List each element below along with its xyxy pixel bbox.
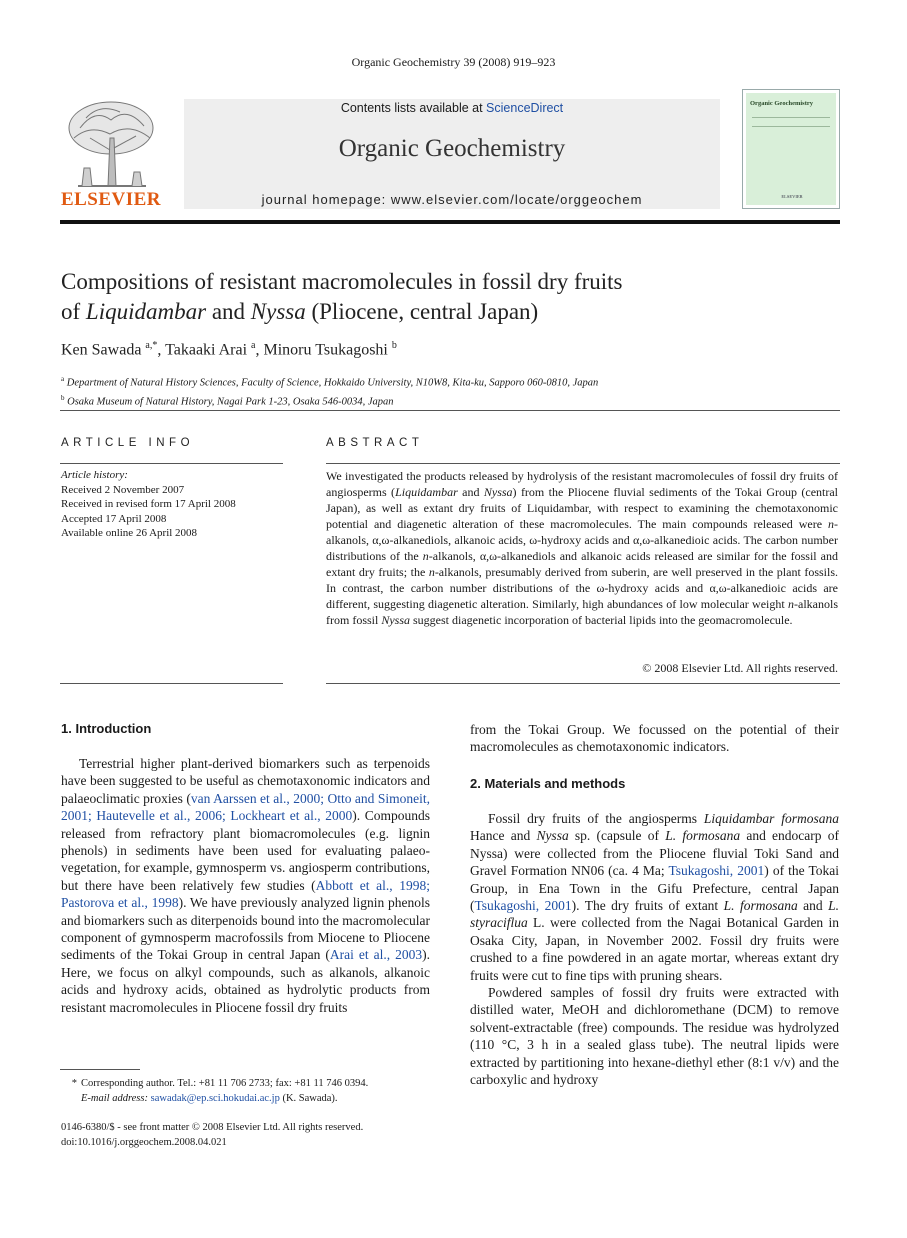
author-name[interactable]: Ken Sawada [61,341,142,359]
cover-divider [752,117,830,127]
affiliation-b [61,391,841,410]
corresponding-author-footnote [61,1077,430,1106]
journal-cover-thumbnail[interactable] [742,89,840,209]
history-online: Available online 26 April 2008 [61,527,198,539]
abstract-rule [326,463,840,464]
footnote-email-line [61,1092,430,1107]
issn-line: 0146-6380/$ - see front matter © 2008 Elsevier Ltd. All rights reserved. [61,1122,364,1133]
affiliation-text: Osaka Museum of Natural History, Nagai Park 1-23, Osaka 546-0034, Japan [67,396,394,407]
cover-background [746,93,836,205]
article-info-heading: ARTICLE INFO [61,437,195,449]
title-rest: (Pliocene, central Japan) [305,299,539,324]
citation-link[interactable]: Tsukagoshi, 2001 [474,898,572,914]
email-suffix: (K. Sawada). [279,1092,338,1104]
footnote-star: * [71,1078,77,1089]
affiliation-sup: b [61,393,65,402]
elsevier-logo[interactable] [60,98,162,211]
cover-publisher: ELSEVIER [781,194,803,199]
abstract-rule-bottom [326,683,840,684]
author-sup[interactable]: b [391,340,397,351]
abstract-body: We investigated the products released by hydrolysis of the resistant macromolecules of fossil dry fruits of angiosperms (Liquidambar and Nyssa) from the Pliocene fluvial sediments of the Tokai Group (central Japan), as well as extant dry fruits of Liquidambar, with respect to examining the chemotaxonomic potential and diagenetic alteration of these macromolecules. The main compounds released were n-alkanols, α,ω-alkanediols, alkanoic acids, ω-hydroxy acids and α,ω-alkanedioic acids. The carbon number distributions of the n-alkanols, α,ω-alkanediols and alkanoic acids released are similar for the fossil and extant dry fruits; the n-alkanols, presumably derived from suberin, are well preserved in the plant fossils. In contrast, the carbon number distributions of the ω-hydroxy acids and α,ω-alkanedioic acids are different, suggesting diagenetic alteration. Similarly, high abundances of low molecular weight n-alkanols from fossil Nyssa suggest diagenetic incorporation of bacterial lipids into the geomacromolecule. [326,469,839,627]
abstract-copyright: © 2008 Elsevier Ltd. All rights reserved. [642,661,838,675]
section-heading-introduction: 1. Introduction [61,721,152,736]
title-genus-nyssa: Nyssa [250,299,306,324]
journal-reference: Organic Geochemistry 39 (2008) 919–923 [351,55,556,69]
title-of: of [61,299,86,324]
contents-prefix: Contents lists available at [340,101,487,115]
title-line-1: Compositions of resistant macromolecules in fossil dry fruits [61,269,623,294]
footnote-rule [60,1069,140,1070]
header-rule [60,220,840,224]
section-heading-methods: 2. Materials and methods [470,776,626,791]
citation-link[interactable]: van Aarssen et al., 2000; Otto and Simoneit, 2001; Hautevelle et al., 2006; Lockheart et al., 2000 [61,790,430,824]
email-link[interactable]: sawadak@ep.sci.hokudai.ac.jp [150,1092,280,1104]
methods-text: Fossil dry fruits of the angiosperms Liquidambar formosana Hance and Nyssa sp. (capsule of L. formosana and endocarp of Nyssa) were collected from the Pliocene fluvial Toki Sand and Gravel Formation NN06 (ca. 4 Ma; Tsukagoshi, 2001) of the Tokai Group, in Ena Town in the Gifu Prefecture, central Japan (Tsukagoshi, 2001). The dry fruits of extant L. formosana and L. styraciflua L. were collected from the Nagai Botanical Garden in Osaka City, Japan, in November 2002. Fossil dry fruits were crushed to a fine powdered in an agate mortar, whereas extant dry fruits were cut to fine tips with pruning shears. Powdered samples of fossil dry fruits were extracted with distilled water, MeOH and dichloromethane (DCM) to remove solvent-extractable (free) compounds. The residue was hydrolyzed (110 °C, 3 h in a sealed glass tube). The neutral lipids were extracted by partitioning into hexane-diethyl ether (8:1 v/v) and the carboxylic and hydroxy [470,811,840,1088]
author-sup[interactable]: a,* [145,340,158,351]
info-rule [60,463,283,464]
article-history [61,468,283,541]
doi-line[interactable]: doi:10.1016/j.orggeochem.2008.04.021 [61,1136,227,1148]
introduction-text: Terrestrial higher plant-derived biomarkers such as terpenoids have been suggested to be useful as chemotaxonomic indicators and palaeoclimatic proxies (van Aarssen et al., 2000; Otto and Simoneit, 2001; Hautevelle et al., 2006; Lockheart et al., 2000). Compounds released from refractory plant biomacromolecules (e.g. lignin phenols) in sediments have been used for evaluating palaeo-vegetation, for example, gymnosperm vs. angiosperm contributions, but there have been relatively few studies (Abbott et al., 1998; Pastorova et al., 1998). We have previously analyzed lignin phenols and biomarkers such as diterpenoids bound into the macromolecular component of gymnosperm macrofossils from Miocene to Pliocene sediments of the Tokai Group in central Japan (Arai et al., 2003). Here, we focus on alkyl compounds, such as alkanols, alkanoic acids and hydroxy acids, obtained as hydrolytic products from resistant macromolecules in Pliocene fossil dry fruits [61,756,430,1015]
author-list: Ken Sawada $^{a,*}$, Takaaki Arai $^a$, Minoru Tsukagoshi $^b$ [61,340,397,359]
author-sup[interactable]: a [251,340,256,351]
affiliation-text: Department of Natural History Sciences, Faculty of Science, Hokkaido University, N10W8, Kita-ku, Sapporo 060-0810, Japan [66,377,599,389]
title-and: and [206,299,251,324]
article-title [61,267,821,327]
homepage-link[interactable]: www.elsevier.com/locate/orggeochem [390,192,643,207]
history-accepted: Accepted 17 April 2008 [61,512,167,525]
citation-link[interactable]: Abbott et al., 1998; Pastorova et al., 1998 [61,877,430,911]
citation-link[interactable]: Arai et al., 2003 [329,947,423,963]
history-label: Article history: [61,469,128,481]
title-genus-liquidambar: Liquidambar [85,299,207,324]
author-name[interactable]: Takaaki Arai [165,341,248,359]
issn-doi-block [61,1121,430,1150]
history-revised: Received in revised form 17 April 2008 [61,498,236,510]
homepage-prefix: journal homepage: [261,192,391,207]
author-name[interactable]: Minoru Tsukagoshi [263,341,388,359]
sciencedirect-link[interactable]: ScienceDirect [486,101,564,115]
affiliation-rule [60,410,840,411]
contents-line [184,101,720,115]
info-rule-bottom [60,683,283,684]
affiliation-a [61,372,841,391]
tree-logo-icon [60,98,162,190]
elsevier-wordmark: ELSEVIER [60,189,162,210]
introduction-text-continued: from the Tokai Group. We focussed on the potential of their macromolecules as chemotaxonomic indicators. [470,722,839,755]
cover-title: Organic Geochemistry [750,100,813,107]
affiliation-sup: a [61,375,65,383]
email-label: E-mail address: [81,1092,148,1104]
journal-homepage [184,192,720,207]
history-received: Received 2 November 2007 [61,483,185,496]
citation-link[interactable]: Tsukagoshi, 2001 [668,863,765,879]
affiliations [61,372,841,409]
footnote-contact [61,1077,430,1092]
abstract-heading: ABSTRACT [326,437,424,449]
journal-title: Organic Geochemistry [338,135,566,162]
footnote-phone: Corresponding author. Tel.: +81 11 706 2733; fax: +81 11 746 0394. [81,1078,369,1089]
